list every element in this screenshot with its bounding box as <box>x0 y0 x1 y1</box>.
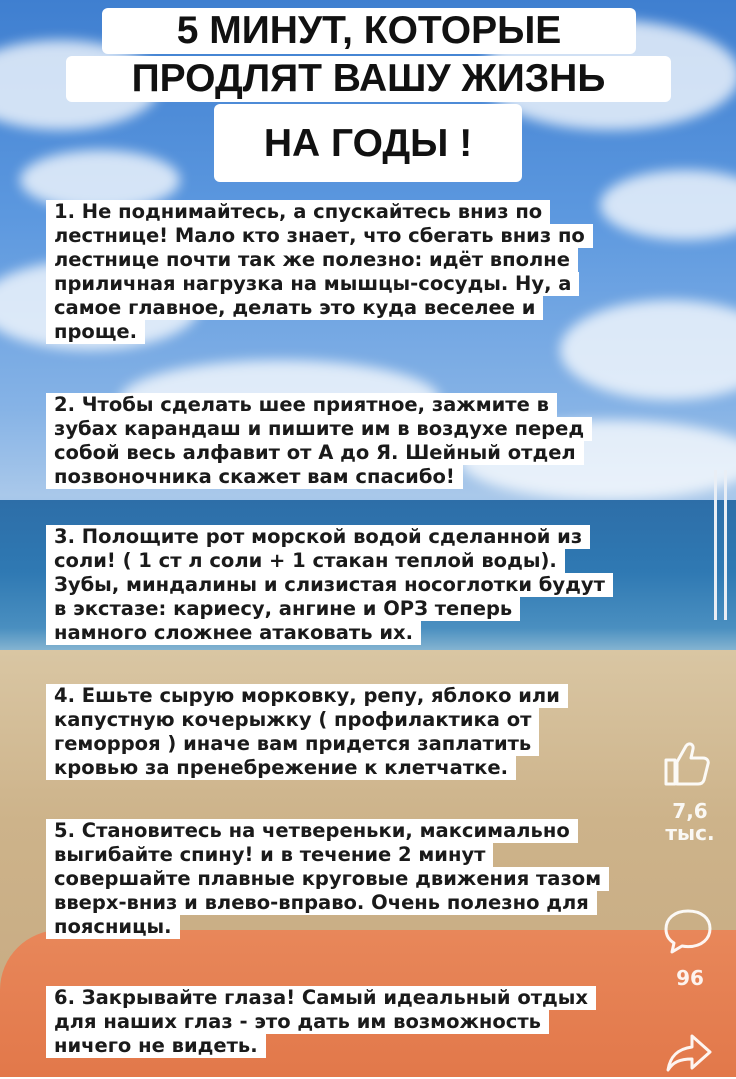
tip-3-line: намного сложнее атаковать их. <box>46 621 421 645</box>
tip-4-line: 4. Ешьте сырую морковку, репу, яблоко или <box>46 684 568 708</box>
tip-3-line: в экстазе: кариесу, ангине и ОРЗ теперь <box>46 597 520 621</box>
comment-count: 96 <box>676 966 704 990</box>
tip-2-line: 2. Чтобы сделать шее приятное, зажмите в <box>46 393 557 417</box>
tip-5-line: выгибайте спину! и в течение 2 минут <box>46 843 493 867</box>
title-line-2: ПРОДЛЯТ ВАШУ ЖИЗНЬ <box>131 57 606 100</box>
title-line-3: НА ГОДЫ ! <box>263 122 473 165</box>
tip-4-line: капустную кочерыжку ( профилактика от <box>46 708 539 732</box>
title-line-1: 5 МИНУТ, КОТОРЫЕ <box>176 9 562 52</box>
share-icon <box>664 1030 714 1074</box>
tip-6-line: 6. Закрывайте глаза! Самый идеальный отдых <box>46 986 596 1010</box>
title-box <box>102 8 636 54</box>
like-button[interactable] <box>660 738 716 788</box>
tip-6 <box>46 986 596 1058</box>
title-box-3 <box>214 104 522 182</box>
thumbs-up-icon <box>660 738 716 788</box>
tip-1 <box>46 200 593 344</box>
comment-button[interactable] <box>662 906 714 956</box>
tip-3 <box>46 525 613 645</box>
tip-3-line: соли! ( 1 ст л соли + 1 стакан теплой воды). <box>46 549 565 573</box>
tip-5 <box>46 819 609 939</box>
title-box-2 <box>66 56 671 102</box>
tip-1-line: приличная нагрузка на мышцы-сосуды. Ну, а <box>46 272 579 296</box>
tip-4-line: кровью за пренебрежение к клетчатке. <box>46 756 516 780</box>
tip-1-line: лестнице! Мало кто знает, что сбегать вниз по <box>46 224 593 248</box>
comment-icon <box>662 906 714 956</box>
tip-4 <box>46 684 568 780</box>
tip-1-line: самое главное, делать это куда веселее и <box>46 296 543 320</box>
tip-5-line: поясницы. <box>46 915 180 939</box>
tip-4-line: геморроя ) иначе вам придется заплатить <box>46 732 539 756</box>
tip-2 <box>46 393 592 489</box>
tip-1-line: 1. Не поднимайтесь, а спускайтесь вниз по <box>46 200 550 224</box>
tip-3-line: 3. Полощите рот морской водой сделанной из <box>46 525 590 549</box>
like-count: 7,6 тыс. <box>665 799 715 845</box>
tip-1-line: лестнице почти так же полезно: идёт вполне <box>46 248 578 272</box>
tip-6-line: ничего не видеть. <box>46 1034 266 1058</box>
share-button[interactable] <box>664 1030 714 1074</box>
tip-5-line: совершайте плавные круговые движения тазом <box>46 867 609 891</box>
tip-2-line: собой весь алфавит от А до Я. Шейный отдел <box>46 441 584 465</box>
tip-5-line: вверх-вниз и влево-вправо. Очень полезно для <box>46 891 597 915</box>
tip-6-line: для наших глаз - это дать им возможность <box>46 1010 549 1034</box>
tip-3-line: Зубы, миндалины и слизистая носоглотки будут <box>46 573 613 597</box>
tip-2-line: позвоночника скажет вам спасибо! <box>46 465 463 489</box>
tip-1-line: проще. <box>46 320 145 344</box>
tip-5-line: 5. Становитесь на четвереньки, максимально <box>46 819 578 843</box>
tip-2-line: зубах карандаш и пишите им в воздухе перед <box>46 417 592 441</box>
